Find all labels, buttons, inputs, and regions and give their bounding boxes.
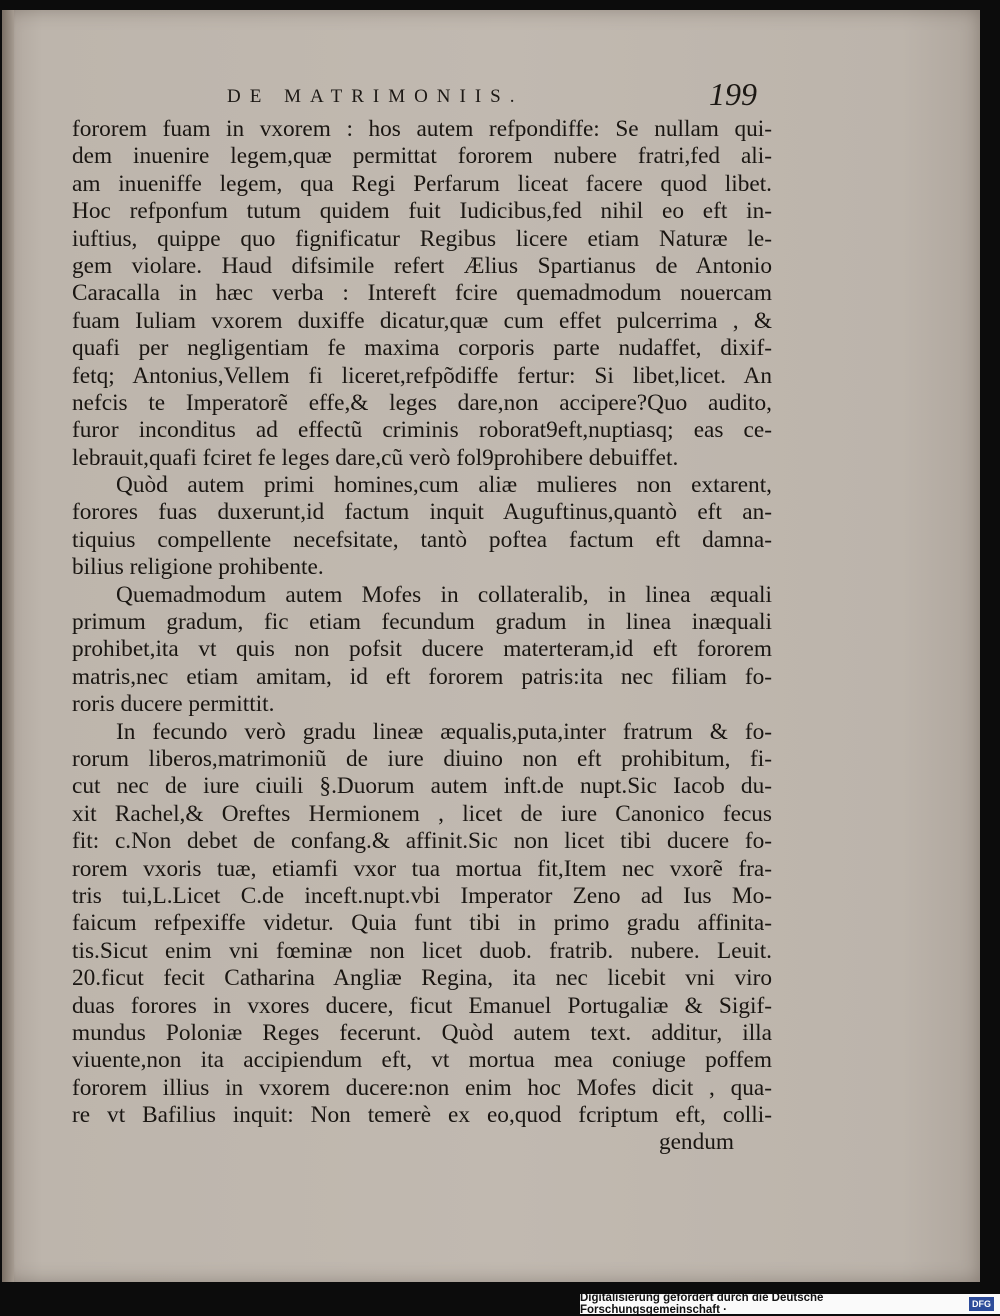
- text-line: furor inconditus ad effectũ criminis roborat9eft,nuptiasq; eas ce-: [72, 417, 772, 444]
- text-line: xit Rachel,& Oreftes Hermionem , licet de iure Canonico fecus: [72, 800, 772, 827]
- text-line: duas forores in vxores ducere, ficut Emanuel Portugaliæ & Sigif-: [72, 992, 772, 1019]
- text-line: fororem fuam in vxorem : hos autem refpondiffe: Se nullam qui-: [72, 116, 772, 142]
- text-line: prohibet,ita vt quis non pofsit ducere materteram,id eft fororem: [72, 636, 772, 663]
- text-line: gendum: [658, 1129, 734, 1156]
- text-line: roris ducere permittit.: [72, 691, 275, 718]
- text-line: Quemadmodum autem Mofes in collateralib, in linea æquali: [116, 581, 772, 608]
- text-line: am inueniffe legem, qua Regi Perfarum liceat facere quod libet.: [72, 170, 772, 197]
- body-text: [72, 116, 772, 1157]
- text-line: matris,nec etiam amitam, id eft fororem patris:ita nec filiam fo-: [72, 663, 772, 690]
- text-line: tiquius compellente necefsitate, tantò poftea factum eft damna-: [72, 526, 772, 553]
- text-line: re vt Bafilius inquit: Non temerè ex eo,quod fcriptum eft, colli-: [72, 1102, 772, 1129]
- text-line: viuente,non ita accipiendum eft, vt mortua mea coniuge poffem: [72, 1047, 772, 1074]
- text-line: primum gradum, fic etiam fecundum gradum in linea inæquali: [72, 609, 772, 636]
- text-line: mundus Poloniæ Reges fecerunt. Quòd autem text. additur, illa: [72, 1019, 772, 1046]
- digitization-footer: [580, 1294, 1000, 1314]
- text-line: forores fuas duxerunt,id factum inquit Auguftinus,quantò eft an-: [72, 499, 772, 526]
- text-line: tris tui,L.Licet C.de inceft.nupt.vbi Imperator Zeno ad Ius Mo-: [72, 882, 772, 909]
- page-spine-edge: [2, 10, 14, 1282]
- running-head: DE MATRIMONIIS.: [227, 86, 524, 107]
- text-line: cut nec de iure ciuili §.Duorum autem inft.de nupt.Sic Iacob du-: [72, 773, 772, 800]
- page-number: 199: [709, 76, 757, 112]
- text-line: Quòd autem primi homines,cum aliæ mulieres non extarent,: [116, 472, 772, 499]
- text-line: fit: c.Non debet de confang.& affinit.Sic non licet tibi ducere fo-: [72, 828, 772, 855]
- text-line: Hoc refponfum tutum quidem fuit Iudicibus,fed nihil eo eft in-: [72, 198, 772, 225]
- text-line: dem inuenire legem,quæ permittat fororem nubere fratri,fed ali-: [72, 143, 772, 170]
- book-page: [2, 10, 980, 1282]
- text-line: fuam Iuliam vxorem duxiffe dicatur,quæ cum effet pulcerrima , &: [72, 307, 772, 334]
- text-line: gem violare. Haud difsimile refert Ælius Spartianus de Antonio: [72, 252, 772, 279]
- footer-credit: Digitalisierung gefördert durch die Deutsche Forschungsgemeinschaft ·: [580, 1292, 824, 1316]
- text-line: nefcis te Imperatorẽ effe,& leges dare,non accipere?Quo audito,: [72, 389, 772, 416]
- text-line: rorum liberos,matrimoniũ de iure diuino non eft prohibitum, fi-: [72, 745, 772, 772]
- page-header: [227, 74, 767, 114]
- text-line: Caracalla in hæc verba : Intereft fcire quemadmodum nouercam: [72, 280, 772, 307]
- text-line: quafi per negligentiam fe maxima corporis parte nudaffet, dixif-: [72, 335, 772, 362]
- text-line: In fecundo verò gradu lineæ æqualis,puta,inter fratrum & fo-: [116, 718, 772, 745]
- text-line: fororem illius in vxorem ducere:non enim hoc Mofes dicit , qua-: [72, 1074, 772, 1101]
- text-line: fetq; Antonius,Vellem fi liceret,refpõdiffe fertur: Si libet,licet. An: [72, 362, 772, 389]
- text-line: 20.ficut fecit Catharina Angliæ Regina, ita nec licebit vni viro: [72, 965, 772, 992]
- text-line: iuftius, quippe quo fignificatur Regibus licere etiam Naturæ le-: [72, 225, 772, 252]
- text-line: faicum refpexiffe videtur. Quia funt tibi in primo gradu affinita-: [72, 910, 772, 937]
- dfg-logo-icon: DFG: [969, 1297, 994, 1311]
- text-line: bilius religione prohibente.: [72, 554, 324, 581]
- text-line: rorem vxoris tuæ, etiamfi vxor tua mortua fit,Item nec vxorẽ fra-: [72, 855, 772, 882]
- text-line: lebrauit,quafi fciret fe leges dare,cũ verò fol9prohibere debuiffet.: [72, 444, 679, 471]
- text-line: tis.Sicut enim vni fœminæ non licet duob. fratrib. nubere. Leuit.: [72, 937, 772, 964]
